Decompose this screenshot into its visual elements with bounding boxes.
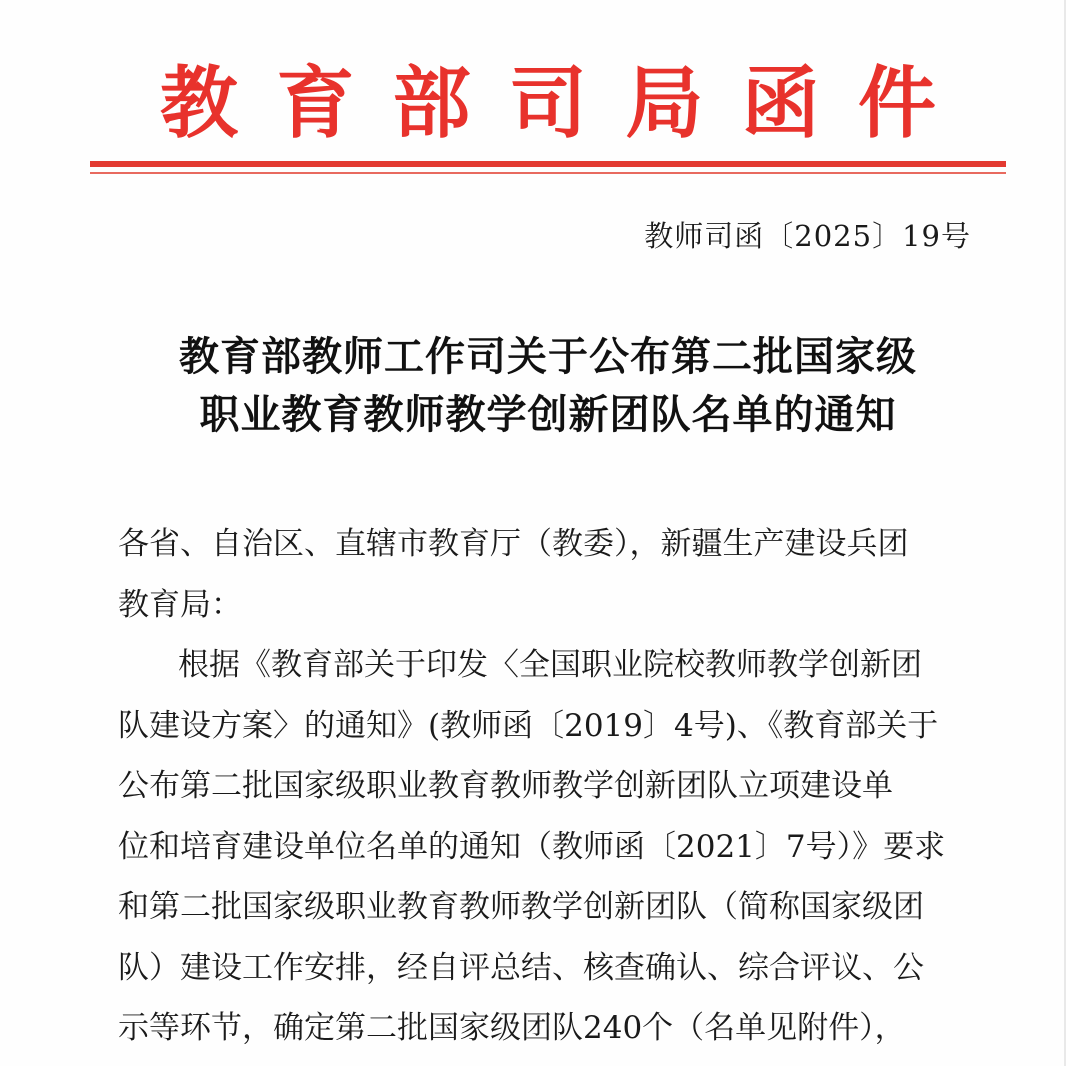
- document-number: 教师司函〔2025〕19号: [644, 219, 971, 253]
- paragraph-line: 和第二批国家级职业教育教师教学创新团队（简称国家级团: [118, 889, 924, 925]
- document-body: [118, 514, 978, 1059]
- letterhead-char: 教: [160, 58, 239, 149]
- paragraph-line: 根据《教育部关于印发〈全国职业院校教师教学创新团: [178, 647, 922, 683]
- letterhead-char: 局: [625, 58, 704, 149]
- letterhead-char: 函: [741, 58, 820, 149]
- letterhead-char: 司: [508, 58, 587, 149]
- paragraph-line: 队）建设工作安排，经自评总结、核查确认、综合评议、公: [118, 949, 924, 986]
- paragraph-line: 公布第二批国家级职业教育教师教学创新团队立项建设单: [118, 768, 893, 804]
- paragraph-line: 队建设方案〉的通知》(教师函〔2019〕4号)、《教育部关于: [118, 707, 939, 744]
- letterhead-rule-thin: [90, 172, 1006, 174]
- paragraph-line: 位和培育建设单位名单的通知（教师函〔2021〕7号）》要求: [118, 828, 946, 865]
- letterhead: [90, 52, 1006, 149]
- addressee-line: 教育局：: [118, 586, 242, 623]
- paragraph-line: 示等环节，确定第二批国家级团队240个（名单见附件），: [118, 1010, 906, 1046]
- title-line: 教育部教师工作司关于公布第二批国家级: [179, 333, 917, 380]
- letterhead-rule-thick: [90, 161, 1006, 167]
- addressee-line: 各省、自治区、直辖市教育厅（教委），新疆生产建设兵团: [118, 526, 909, 562]
- letterhead-char: 件: [857, 58, 936, 149]
- letterhead-char: 育: [276, 58, 355, 149]
- letterhead-char: 部: [392, 58, 471, 149]
- title-line: 职业教育教师教学创新团队名单的通知: [199, 391, 897, 438]
- document-title: [90, 328, 1006, 444]
